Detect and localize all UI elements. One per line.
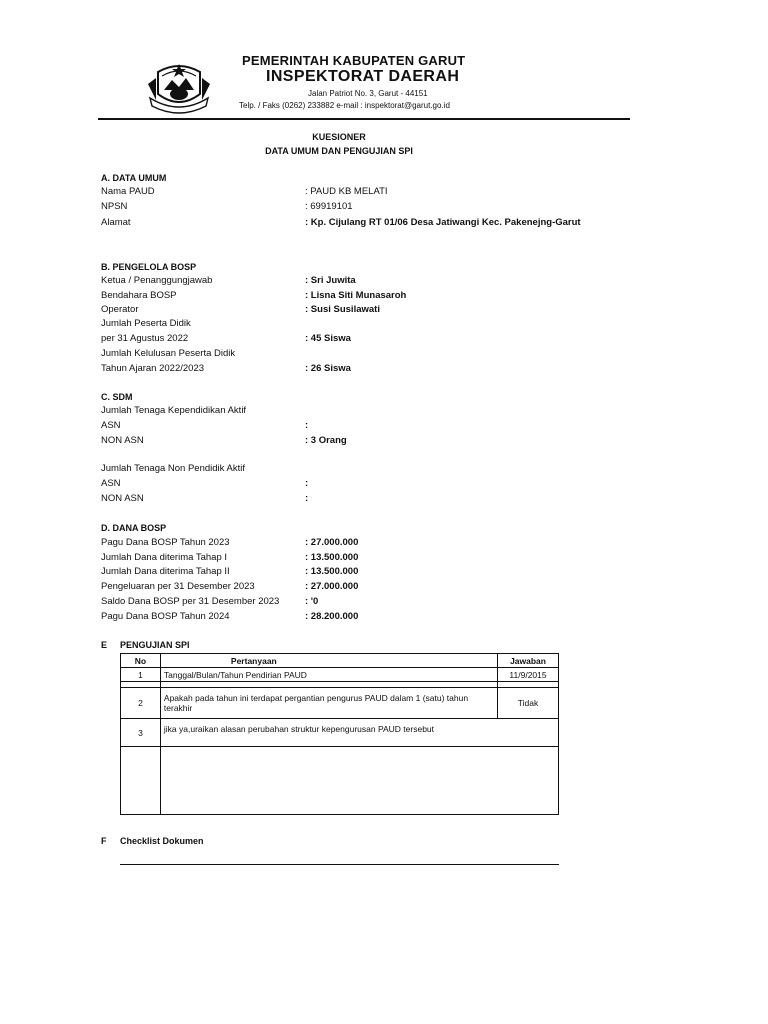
field-value: : PAUD KB MELATI xyxy=(305,186,388,197)
header-office: INSPEKTORAT DAERAH xyxy=(266,68,460,85)
field-value: : 45 Siswa xyxy=(305,333,351,344)
row-number: 1 xyxy=(121,668,161,682)
field-label: Bendahara BOSP xyxy=(101,290,177,301)
field-label: Alamat xyxy=(101,217,131,228)
field-value: : 69919101 xyxy=(305,201,353,212)
row-answer xyxy=(498,719,559,747)
header-address: Jalan Patriot No. 3, Garut - 44151 xyxy=(308,89,428,98)
garut-regency-logo xyxy=(148,54,210,116)
row-number: 3 xyxy=(121,719,161,747)
column-header-no: No xyxy=(121,654,161,668)
section-e-heading: PENGUJIAN SPI xyxy=(120,640,190,650)
field-value: : 3 Orang xyxy=(305,435,347,446)
field-label: NPSN xyxy=(101,201,128,212)
row-answer: 11/9/2015 xyxy=(498,668,559,682)
field-label: NON ASN xyxy=(101,435,144,446)
field-label: Jumlah Kelulusan Peserta Didik xyxy=(101,348,236,359)
field-value: : 13.500.000 xyxy=(305,566,359,577)
field-label: Ketua / Penanggungjawab xyxy=(101,275,213,286)
field-label: Tahun Ajaran 2022/2023 xyxy=(101,363,205,374)
field-label: ASN xyxy=(101,478,121,489)
row-question: jika ya,uraikan alasan perubahan struktur kepengurusan PAUD tersebut xyxy=(160,719,497,747)
field-label: Pagu Dana BOSP Tahun 2024 xyxy=(101,611,230,622)
header-government: PEMERINTAH KABUPATEN GARUT xyxy=(242,53,466,68)
doc-title: KUESIONER xyxy=(312,132,366,142)
field-label: Nama PAUD xyxy=(101,186,155,197)
field-label: Jumlah Dana diterima Tahap II xyxy=(101,566,230,577)
field-value: : Susi Susilawati xyxy=(305,304,380,315)
doc-subtitle: DATA UMUM DAN PENGUJIAN SPI xyxy=(265,146,413,156)
field-value: : xyxy=(305,478,309,489)
field-value: : 28.200.000 xyxy=(305,611,359,622)
field-label: Jumlah Peserta Didik xyxy=(101,318,191,329)
field-value: : Lisna Siti Munasaroh xyxy=(305,290,407,301)
column-header-answer: Jawaban xyxy=(498,654,559,668)
table-row xyxy=(121,719,559,747)
field-label: Operator xyxy=(101,304,139,315)
table-header-row xyxy=(121,654,559,668)
field-label: Pagu Dana BOSP Tahun 2023 xyxy=(101,537,230,548)
spi-table xyxy=(120,653,559,815)
field-value: : Sri Juwita xyxy=(305,275,356,286)
table-blank-row xyxy=(121,747,559,815)
section-f-letter: F xyxy=(101,836,107,846)
field-value: : '0 xyxy=(305,596,319,607)
table-row xyxy=(121,668,559,682)
row-question: Tanggal/Bulan/Tahun Pendirian PAUD xyxy=(160,668,497,682)
section-b-heading: B. PENGELOLA BOSP xyxy=(101,262,197,272)
field-label: Jumlah Tenaga Kependidikan Aktif xyxy=(101,405,247,416)
field-label: ASN xyxy=(101,420,121,431)
section-c-heading: C. SDM xyxy=(101,392,133,402)
field-value: : 26 Siswa xyxy=(305,363,351,374)
section-e-letter: E xyxy=(101,640,108,650)
field-value: : 27.000.000 xyxy=(305,537,359,548)
row-answer: Tidak xyxy=(498,688,559,719)
header-divider xyxy=(98,118,630,120)
header-contact: Telp. / Faks (0262) 233882 e-mail : inspektorat@garut.go.id xyxy=(239,101,450,110)
field-value: : 13.500.000 xyxy=(305,552,359,563)
field-label: Jumlah Dana diterima Tahap I xyxy=(101,552,228,563)
section-f-heading: Checklist Dokumen xyxy=(120,836,204,846)
table-row xyxy=(121,688,559,719)
column-header-question: Pertanyaan xyxy=(160,654,497,668)
field-label: NON ASN xyxy=(101,493,144,504)
row-number: 2 xyxy=(121,688,161,719)
field-label: Pengeluaran per 31 Desember 2023 xyxy=(101,581,255,592)
field-value: : Kp. Cijulang RT 01/06 Desa Jatiwangi Kec. Pakenejng-Garut xyxy=(305,217,581,228)
section-a-heading: A. DATA UMUM xyxy=(101,173,167,183)
field-label: Jumlah Tenaga Non Pendidik Aktif xyxy=(101,463,245,474)
field-value: : 27.000.000 xyxy=(305,581,359,592)
field-value: : xyxy=(305,420,309,431)
section-d-heading: D. DANA BOSP xyxy=(101,523,167,533)
field-label: per 31 Agustus 2022 xyxy=(101,333,189,344)
field-label: Saldo Dana BOSP per 31 Desember 2023 xyxy=(101,596,280,607)
field-value: : xyxy=(305,493,309,504)
checklist-line xyxy=(120,864,559,865)
row-question: Apakah pada tahun ini terdapat pergantian pengurus PAUD dalam 1 (satu) tahun terakhir xyxy=(160,688,497,719)
